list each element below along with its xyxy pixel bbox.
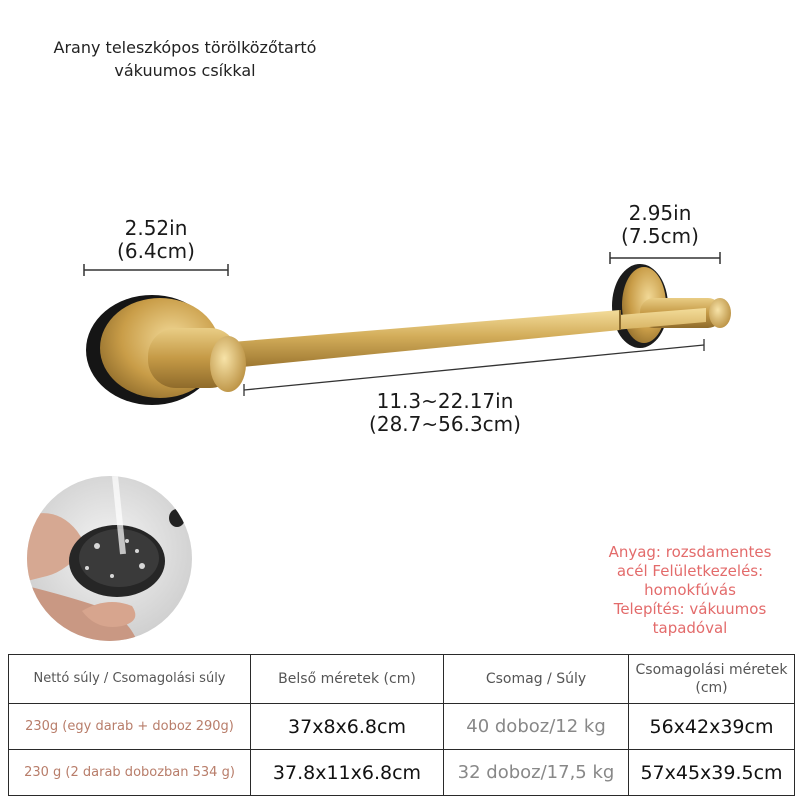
- header-inner-dimensions: Belső méretek (cm): [251, 655, 444, 704]
- right-mount: [612, 264, 731, 348]
- cell-weight: 230 g (2 darab dobozban 534 g): [9, 750, 251, 796]
- left-base-cm: (6.4cm): [117, 239, 195, 263]
- material-line-2: acél Felületkezelés:: [616, 562, 764, 580]
- title-line-1: Arany teleszkópos törölközőtartó: [53, 38, 317, 57]
- material-line-3: homokfúvás: [644, 581, 736, 599]
- suction-cup-inset-photo: [27, 476, 192, 641]
- cell-inner-dimensions: 37x8x6.8cm: [251, 704, 444, 750]
- header-weight: Nettó súly / Csomagolási súly: [9, 655, 251, 704]
- cell-package-dimensions: 56x42x39cm: [629, 704, 795, 750]
- right-dimension-line: [610, 252, 720, 264]
- right-base-dimension: [600, 202, 720, 248]
- table-row: [9, 704, 795, 750]
- material-info: [596, 543, 784, 638]
- right-base-cm: (7.5cm): [621, 224, 699, 248]
- cell-package-weight: 40 doboz/12 kg: [444, 704, 629, 750]
- material-line-1: Anyag: rozsdamentes: [608, 543, 772, 561]
- table-row: [9, 750, 795, 796]
- table-header-row: [9, 655, 795, 704]
- bar-length-dimension: [345, 390, 545, 436]
- title-line-2: vákuumos csíkkal: [114, 61, 256, 80]
- header-package-weight: Csomag / Súly: [444, 655, 629, 704]
- bar-length-cm: (28.7~56.3cm): [369, 412, 521, 436]
- material-line-4: Telepítés: vákuumos: [613, 600, 767, 618]
- cell-weight: 230g (egy darab + doboz 290g): [9, 704, 251, 750]
- left-base-inch: 2.52in: [124, 216, 188, 240]
- left-dimension-line: [84, 264, 228, 276]
- specs-table: [8, 654, 795, 796]
- left-mount: [86, 295, 246, 405]
- bar-length-inch: 11.3~22.17in: [376, 389, 514, 413]
- cell-package-dimensions: 57x45x39.5cm: [629, 750, 795, 796]
- header-package-dimensions: Csomagolási méretek (cm): [629, 655, 795, 704]
- left-base-dimension: [96, 217, 216, 263]
- right-base-inch: 2.95in: [628, 201, 692, 225]
- material-line-5: tapadóval: [652, 619, 728, 637]
- cell-inner-dimensions: 37.8x11x6.8cm: [251, 750, 444, 796]
- cell-package-weight: 32 doboz/17,5 kg: [444, 750, 629, 796]
